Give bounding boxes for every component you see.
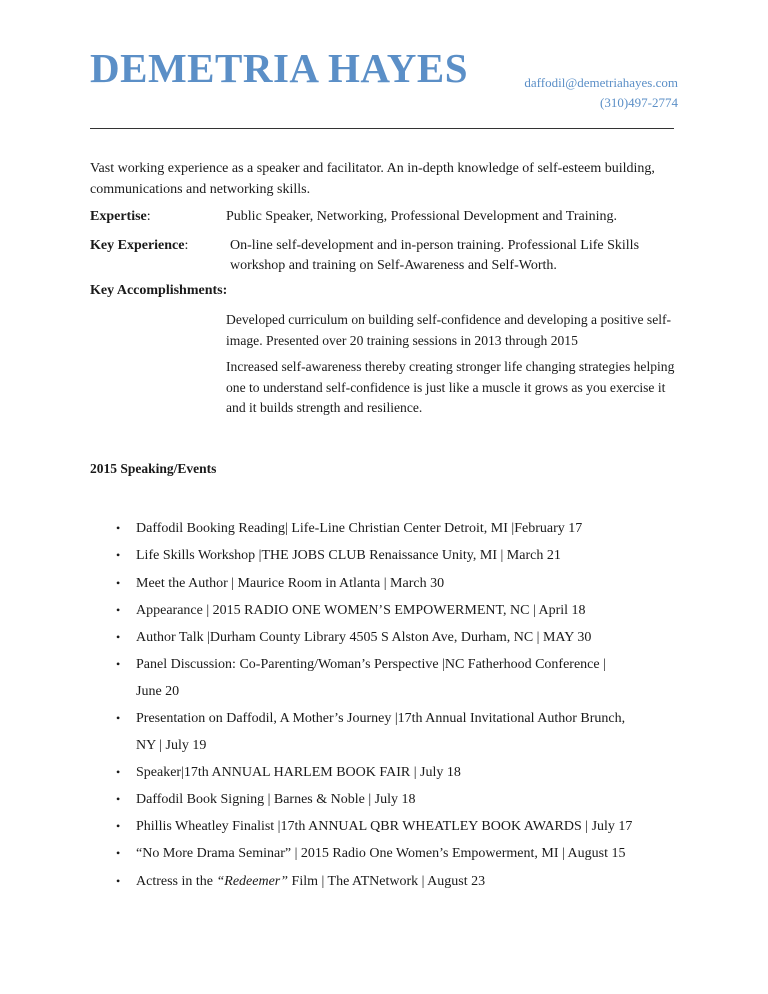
key-experience-line-2: workshop and training on Self-Awareness and Self-Worth. (230, 258, 557, 273)
event-text: June 20 (136, 684, 180, 699)
accomplishment-item: Developed curriculum on building self-confidence and developing a positive self-image. Presented over 20 training sessions in 2013 through 2015 (226, 312, 672, 348)
bullet-icon: • (116, 874, 121, 888)
event-text: Appearance | 2015 RADIO ONE WOMEN’S EMPOWERMENT, NC | April 18 (136, 603, 586, 618)
email-address[interactable]: daffodil@demetriahayes.com (524, 75, 678, 90)
film-title: “Redeemer” (216, 874, 289, 889)
event-text: Meet the Author | Maurice Room in Atlanta | March 30 (136, 576, 445, 591)
phone-number: (310)497-2774 (600, 95, 678, 110)
accomplishment-item: Increased self-awareness thereby creating stronger life changing strategies helping one to understand self-confidence is just like a muscle it grows as you exercise it and it builds strength and resilience. (226, 359, 675, 415)
event-text: Daffodil Book Signing | Barnes & Noble | July 18 (136, 792, 416, 807)
key-experience-line-1: On-line self-development and in-person training. Professional Life Skills (230, 238, 640, 253)
bullet-icon: • (116, 576, 121, 590)
bullet-icon: • (116, 630, 121, 644)
bullet-icon: • (116, 711, 121, 725)
key-experience-row (90, 235, 690, 277)
bullet-icon: • (116, 548, 121, 562)
expertise-value: Public Speaker, Networking, Professional Development and Training. (226, 209, 617, 224)
bullet-icon: • (116, 846, 121, 860)
header-divider (90, 128, 674, 129)
key-experience-label: Key Experience: (90, 238, 189, 253)
bullet-icon: • (116, 521, 121, 535)
profile-summary: Vast working experience as a speaker and facilitator. An in-depth knowledge of self-esteem building, communications and networking skills. (90, 161, 655, 197)
event-text: NY | July 19 (136, 738, 207, 753)
event-text: Life Skills Workshop |THE JOBS CLUB Renaissance Unity, MI | March 21 (136, 548, 561, 563)
event-text: Phillis Wheatley Finalist |17th ANNUAL QBR WHEATLEY BOOK AWARDS | July 17 (136, 819, 633, 834)
expertise-label: Expertise: (90, 209, 151, 224)
event-text: Author Talk |Durham County Library 4505 S Alston Ave, Durham, NC | MAY 30 (136, 630, 592, 645)
bullet-icon: • (116, 792, 121, 806)
key-accomplishments-label: Key Accomplishments: (90, 283, 228, 298)
bullet-icon: • (116, 819, 121, 833)
expertise-row (90, 206, 690, 227)
event-text: Speaker|17th ANNUAL HARLEM BOOK FAIR | July 18 (136, 765, 461, 780)
bullet-icon: • (116, 657, 121, 671)
bullet-icon: • (116, 603, 121, 617)
event-text: Actress in the “Redeemer” Film | The ATNetwork | August 23 (136, 874, 486, 889)
events-heading: 2015 Speaking/Events (90, 461, 217, 476)
event-text: Daffodil Booking Reading| Life-Line Christian Center Detroit, MI |February 17 (136, 521, 583, 536)
event-text: “No More Drama Seminar” | 2015 Radio One Women’s Empowerment, MI | August 15 (136, 846, 626, 861)
candidate-name: DEMETRIA HAYES (90, 45, 469, 91)
event-text: Presentation on Daffodil, A Mother’s Journey |17th Annual Invitational Author Brunch, (136, 711, 626, 726)
event-text: Panel Discussion: Co-Parenting/Woman’s Perspective |NC Fatherhood Conference | (136, 657, 606, 672)
bullet-icon: • (116, 765, 121, 779)
